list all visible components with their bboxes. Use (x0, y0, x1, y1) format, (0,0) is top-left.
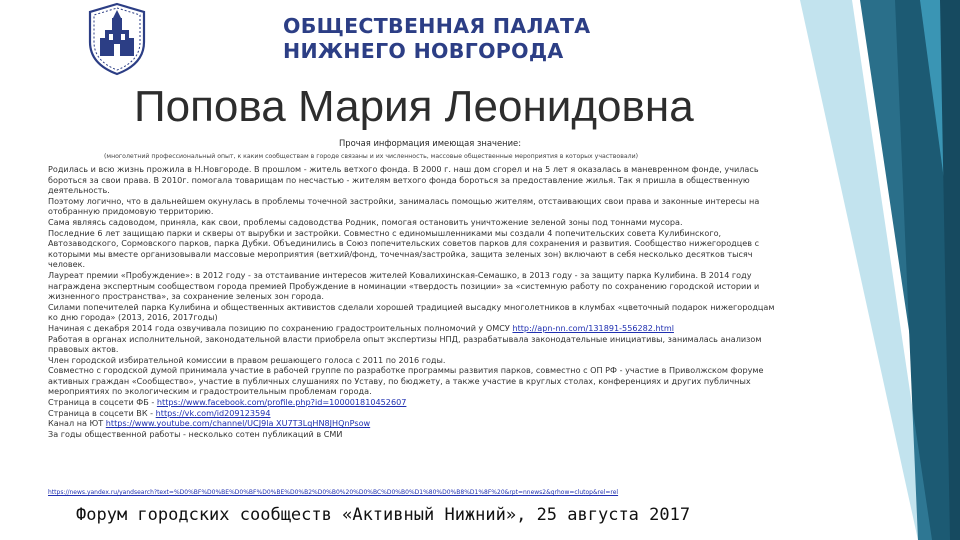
social-facebook (48, 397, 778, 408)
youtube-link[interactable]: https://www.youtube.com/channel/UCJ9la XU7T3LqHN8JHQnPsow (105, 418, 371, 429)
social-vk-label: Страница в соцсети ВК - (48, 407, 154, 418)
facebook-link[interactable]: https://www.facebook.com/profile.php?id=100001810452607 (156, 397, 407, 408)
vk-link[interactable]: https://vk.com/id209123594 (155, 407, 271, 418)
apn-nn-link[interactable]: http://apn-nn.com/131891-556282.html (512, 322, 674, 333)
paragraph-okrug (48, 323, 778, 334)
page-title: Попова Мария Леонидовна (134, 82, 694, 131)
biography-text (48, 164, 778, 439)
paragraph: Совместно с городской думой принимала участие в рабочей группе по разработке программы развития парков, совместно с ОП РФ - участие в Приволжском форуме активных граждан «Сообщество», участие в публичных слушаниях по Уставу, по бюджету, а также участие в круглых столах, конференциях и других публичных мероприятиях по экологическим и градостроительным проблемам города. (48, 365, 764, 397)
paragraph: Лауреат премии «Пробуждение»: в 2012 году - за отстаивание интересов жителей Ковалихинская-Семашко, в 2013 году - за защиту парка Кулибина. В 2014 году награждена экспертным сообществом города премией Пробуждение в номинации «твердость позиции» за «системную работу по сохранению городской истории и жизненного пространства», за сохранение зеленых зон города. (48, 269, 760, 302)
organization-name (283, 14, 590, 64)
paragraph-okrug-text: Начиная с декабря 2014 года озвучивала позицию по сохранению градостроительных полномочий у ОМСУ (48, 322, 510, 333)
subtitle-note: (многолетний профессиональный опыт, к каким сообществам в городе связаны и их численность, массовые общественные мероприятия в которых участвовали) (104, 153, 639, 160)
org-line-1: ОБЩЕСТВЕННАЯ ПАЛАТА (283, 14, 591, 38)
decorative-stripes (800, 0, 960, 540)
paragraph: Работая в органах исполнительной, законодательной власти приобрела опыт экспертизы НПД, разрабатывала законодательные инициативы, занималась анализом правовых актов. (48, 333, 762, 355)
social-youtube-label: Канал на ЮТ (48, 418, 104, 429)
public-chamber-logo (88, 2, 146, 76)
org-line-2: НИЖНЕГО НОВГОРОДА (283, 39, 564, 63)
paragraph: Последние 6 лет защищаю парки и скверы от вырубки и застройки. Совместно с единомышленниками мы создали 4 попечительских совета Кулибинского, Автозаводского, Сормовского парков, парка Дубки. Объединились в Союз попечительских советов парков для сохранения и развития. Сообщество нижегородцев с которыми мы вместе организовывали массовые мероприятия (ветхий/фонд, точечная/застройка, защита зеленых зон) включают в себя несколько десятков тысяч человек. (48, 227, 760, 270)
paragraph: Сама являясь садоводом, приняла, как свои, проблемы садоводства Родник, помогая остановить уничтожение зеленой зоны под тоннами мусора. (48, 216, 683, 227)
yandex-news-link[interactable]: https://news.yandex.ru/yandsearch?text=%D0%BF%D0%BE%D0%BF%D0%BE%D0%B2%D0%B0%20%D0%BC%D0%B0%D1%80%D0%B8%D1%8F%20&rpt=nnews2&grhow=clutop&rel=rel (48, 489, 619, 496)
paragraph: Силами попечителей парка Кулибина и общественных активистов сделали хорошей традицией высадку многолетников в клумбах «цветочный подарок нижегородцам ко дню города» (2013, 2016, 2017годы) (48, 301, 775, 323)
social-facebook-label: Страница в соцсети ФБ - (48, 397, 155, 408)
smi-note: За годы общественной работы - несколько сотен публикаций в СМИ (48, 428, 343, 439)
header (88, 0, 608, 80)
paragraph: Родилась и всю жизнь прожила в Н.Новгороде. В прошлом - житель ветхого фонда. В 2000 г. наш дом сгорел и на 5 лет я оказалась в маневренном фонде, училась бороться за свои права. В 2010г. помогала товарищам по несчастью - жителям ветхого фонда бороться за предоставление жилья. Так я пришла в общественную деятельность. (48, 164, 759, 196)
paragraph: Поэтому логично, что в дальнейшем окунулась в проблемы точечной застройки, занималась помощью жителям, отстаивающих свои права и законные интересы на отобранную придомовую территорию. (48, 195, 760, 217)
social-vk (48, 408, 778, 419)
subtitle: Прочая информация имеющая значение: (338, 138, 522, 148)
social-youtube (48, 418, 778, 429)
footer-caption: Форум городских сообществ «Активный Нижний», 25 августа 2017 (76, 505, 691, 525)
paragraph: Член городской избирательной комиссии в правом решающего голоса с 2011 по 2016 годы. (48, 354, 446, 365)
